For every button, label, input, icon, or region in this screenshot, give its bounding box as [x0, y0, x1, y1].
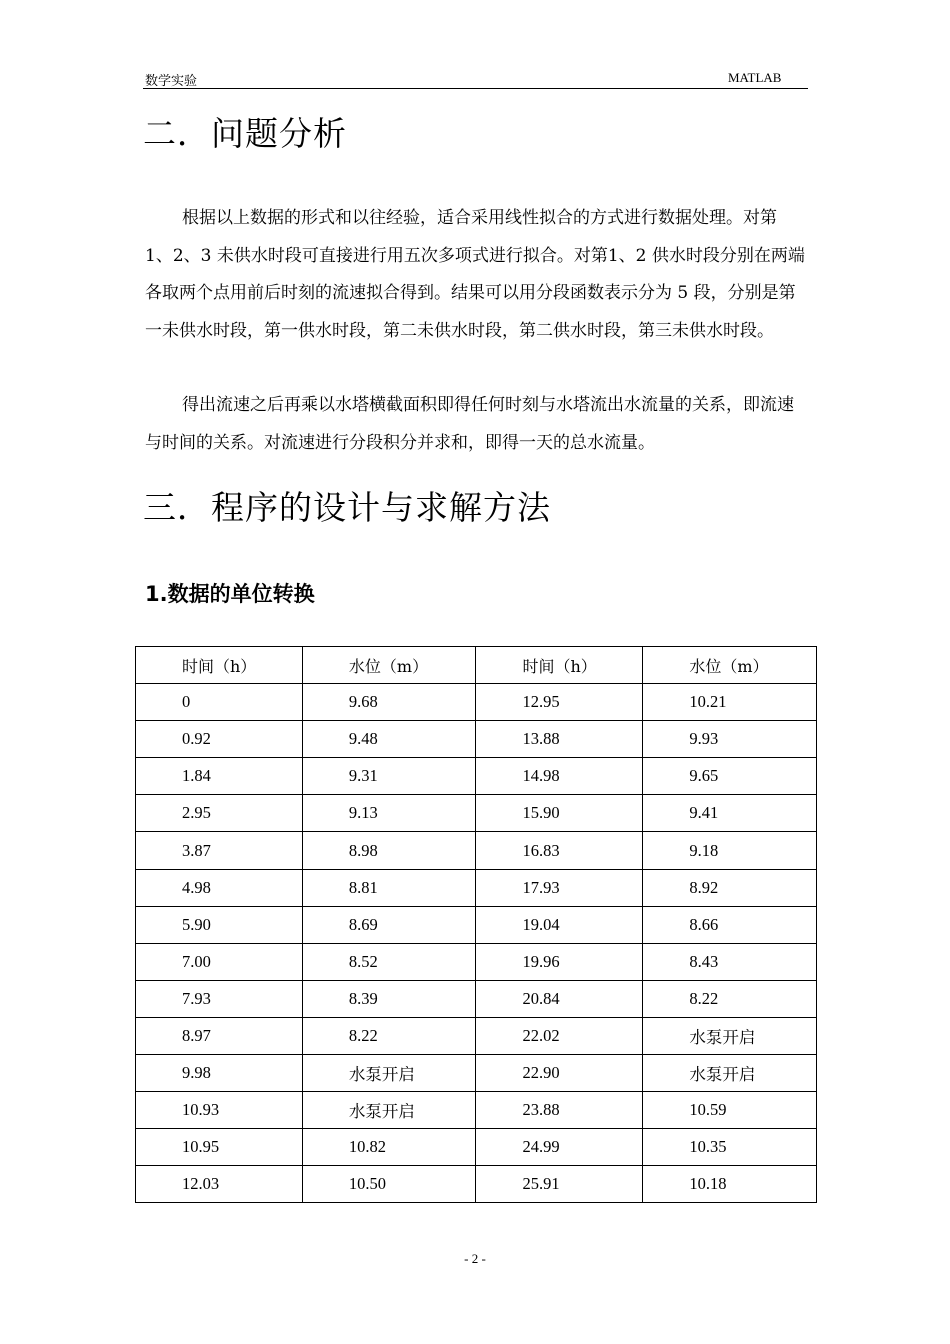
- table-row: [136, 721, 817, 758]
- table-cell: 10.93: [136, 1092, 303, 1129]
- table-cell: 10.59: [643, 1092, 817, 1129]
- table-row: [136, 795, 817, 832]
- table-cell: 8.98: [302, 832, 476, 869]
- paragraph-1-text: 根据以上数据的形式和以往经验，适合采用线性拟合的方式进行数据处理。对第 1、2、3 未供水时段可直接进行用五次多项式进行拟合。对第1、2 供水时段分别在两端各取两个点用前后时刻的流速拟合得到。结果可以用分段函数表示分为 5 段，分别是第一未供水时段，第一供水时段，第二未供水时段，第二供水时段，第三未供水时段。: [145, 208, 805, 341]
- table-cell: 10.18: [643, 1166, 817, 1203]
- table-cell: 20.84: [476, 980, 643, 1017]
- table-cell: 8.22: [643, 980, 817, 1017]
- table-cell: 8.39: [302, 980, 476, 1017]
- table-cell: 8.66: [643, 906, 817, 943]
- table-cell: 8.97: [136, 1017, 303, 1054]
- table-cell: 水泵开启: [302, 1092, 476, 1129]
- table-cell: 9.48: [302, 721, 476, 758]
- table-cell: 5.90: [136, 906, 303, 943]
- table-cell: 24.99: [476, 1129, 643, 1166]
- table-cell: 7.00: [136, 943, 303, 980]
- table-cell: 9.65: [643, 758, 817, 795]
- table-header-row: [136, 647, 817, 684]
- table-cell: 9.13: [302, 795, 476, 832]
- table-row: [136, 980, 817, 1017]
- table-cell: 17.93: [476, 869, 643, 906]
- table-row: [136, 906, 817, 943]
- table-cell: 7.93: [136, 980, 303, 1017]
- table-row: [136, 832, 817, 869]
- table-cell: 水泵开启: [643, 1017, 817, 1054]
- paragraph-2-text: 得出流速之后再乘以水塔横截面积即得任何时刻与水塔流出水流量的关系，即流速与时间的关系。对流速进行分段积分并求和，即得一天的总水流量。: [145, 395, 794, 453]
- table-cell: 1.84: [136, 758, 303, 795]
- table-row: [136, 1017, 817, 1054]
- table-cell: 15.90: [476, 795, 643, 832]
- table-cell: 12.95: [476, 684, 643, 721]
- section-2-paragraph-1: [145, 200, 810, 350]
- table-row: [136, 1092, 817, 1129]
- table-cell: 23.88: [476, 1092, 643, 1129]
- table-cell: 22.90: [476, 1055, 643, 1092]
- table-cell: 25.91: [476, 1166, 643, 1203]
- table-cell: 9.31: [302, 758, 476, 795]
- table-cell: 9.41: [643, 795, 817, 832]
- table-cell: 10.35: [643, 1129, 817, 1166]
- table-cell: 8.22: [302, 1017, 476, 1054]
- table-cell: 0.92: [136, 721, 303, 758]
- col-header-level-2: 水位（m）: [643, 647, 817, 684]
- table-cell: 19.96: [476, 943, 643, 980]
- table-cell: 19.04: [476, 906, 643, 943]
- table-cell: 9.68: [302, 684, 476, 721]
- section-2-heading: 二．问题分析: [143, 114, 347, 153]
- header-rule: [143, 88, 808, 89]
- col-header-level-1: 水位（m）: [302, 647, 476, 684]
- table-cell: 2.95: [136, 795, 303, 832]
- table-cell: 4.98: [136, 869, 303, 906]
- table-cell: 14.98: [476, 758, 643, 795]
- table-cell: 0: [136, 684, 303, 721]
- header-right-title: MATLAB: [728, 70, 782, 85]
- subsection-1-heading: 1.数据的单位转换: [145, 582, 315, 606]
- table-cell: 9.93: [643, 721, 817, 758]
- table-cell: 10.50: [302, 1166, 476, 1203]
- table-row: [136, 943, 817, 980]
- table-cell: 8.92: [643, 869, 817, 906]
- header-left-title: 数学实验: [145, 74, 198, 89]
- table-body: [136, 684, 817, 1203]
- water-level-table: [135, 646, 817, 1203]
- table-cell: 13.88: [476, 721, 643, 758]
- table-cell: 10.82: [302, 1129, 476, 1166]
- table-cell: 10.95: [136, 1129, 303, 1166]
- table-row: [136, 684, 817, 721]
- table-row: [136, 758, 817, 795]
- table-cell: 9.18: [643, 832, 817, 869]
- table-row: [136, 869, 817, 906]
- table-cell: 10.21: [643, 684, 817, 721]
- table-cell: 16.83: [476, 832, 643, 869]
- table-cell: 8.52: [302, 943, 476, 980]
- table-cell: 9.98: [136, 1055, 303, 1092]
- table-cell: 水泵开启: [643, 1055, 817, 1092]
- col-header-time-1: 时间（h）: [136, 647, 303, 684]
- table-cell: 12.03: [136, 1166, 303, 1203]
- table-cell: 3.87: [136, 832, 303, 869]
- table-row: [136, 1129, 817, 1166]
- table-row: [136, 1166, 817, 1203]
- table-cell: 8.43: [643, 943, 817, 980]
- table-cell: 水泵开启: [302, 1055, 476, 1092]
- col-header-time-2: 时间（h）: [476, 647, 643, 684]
- section-2-paragraph-2: [145, 387, 810, 462]
- table-cell: 8.69: [302, 906, 476, 943]
- table-row: [136, 1055, 817, 1092]
- page-number: - 2 -: [464, 1251, 486, 1266]
- table-cell: 8.81: [302, 869, 476, 906]
- section-3-heading: 三．程序的设计与求解方法: [143, 488, 551, 527]
- table-cell: 22.02: [476, 1017, 643, 1054]
